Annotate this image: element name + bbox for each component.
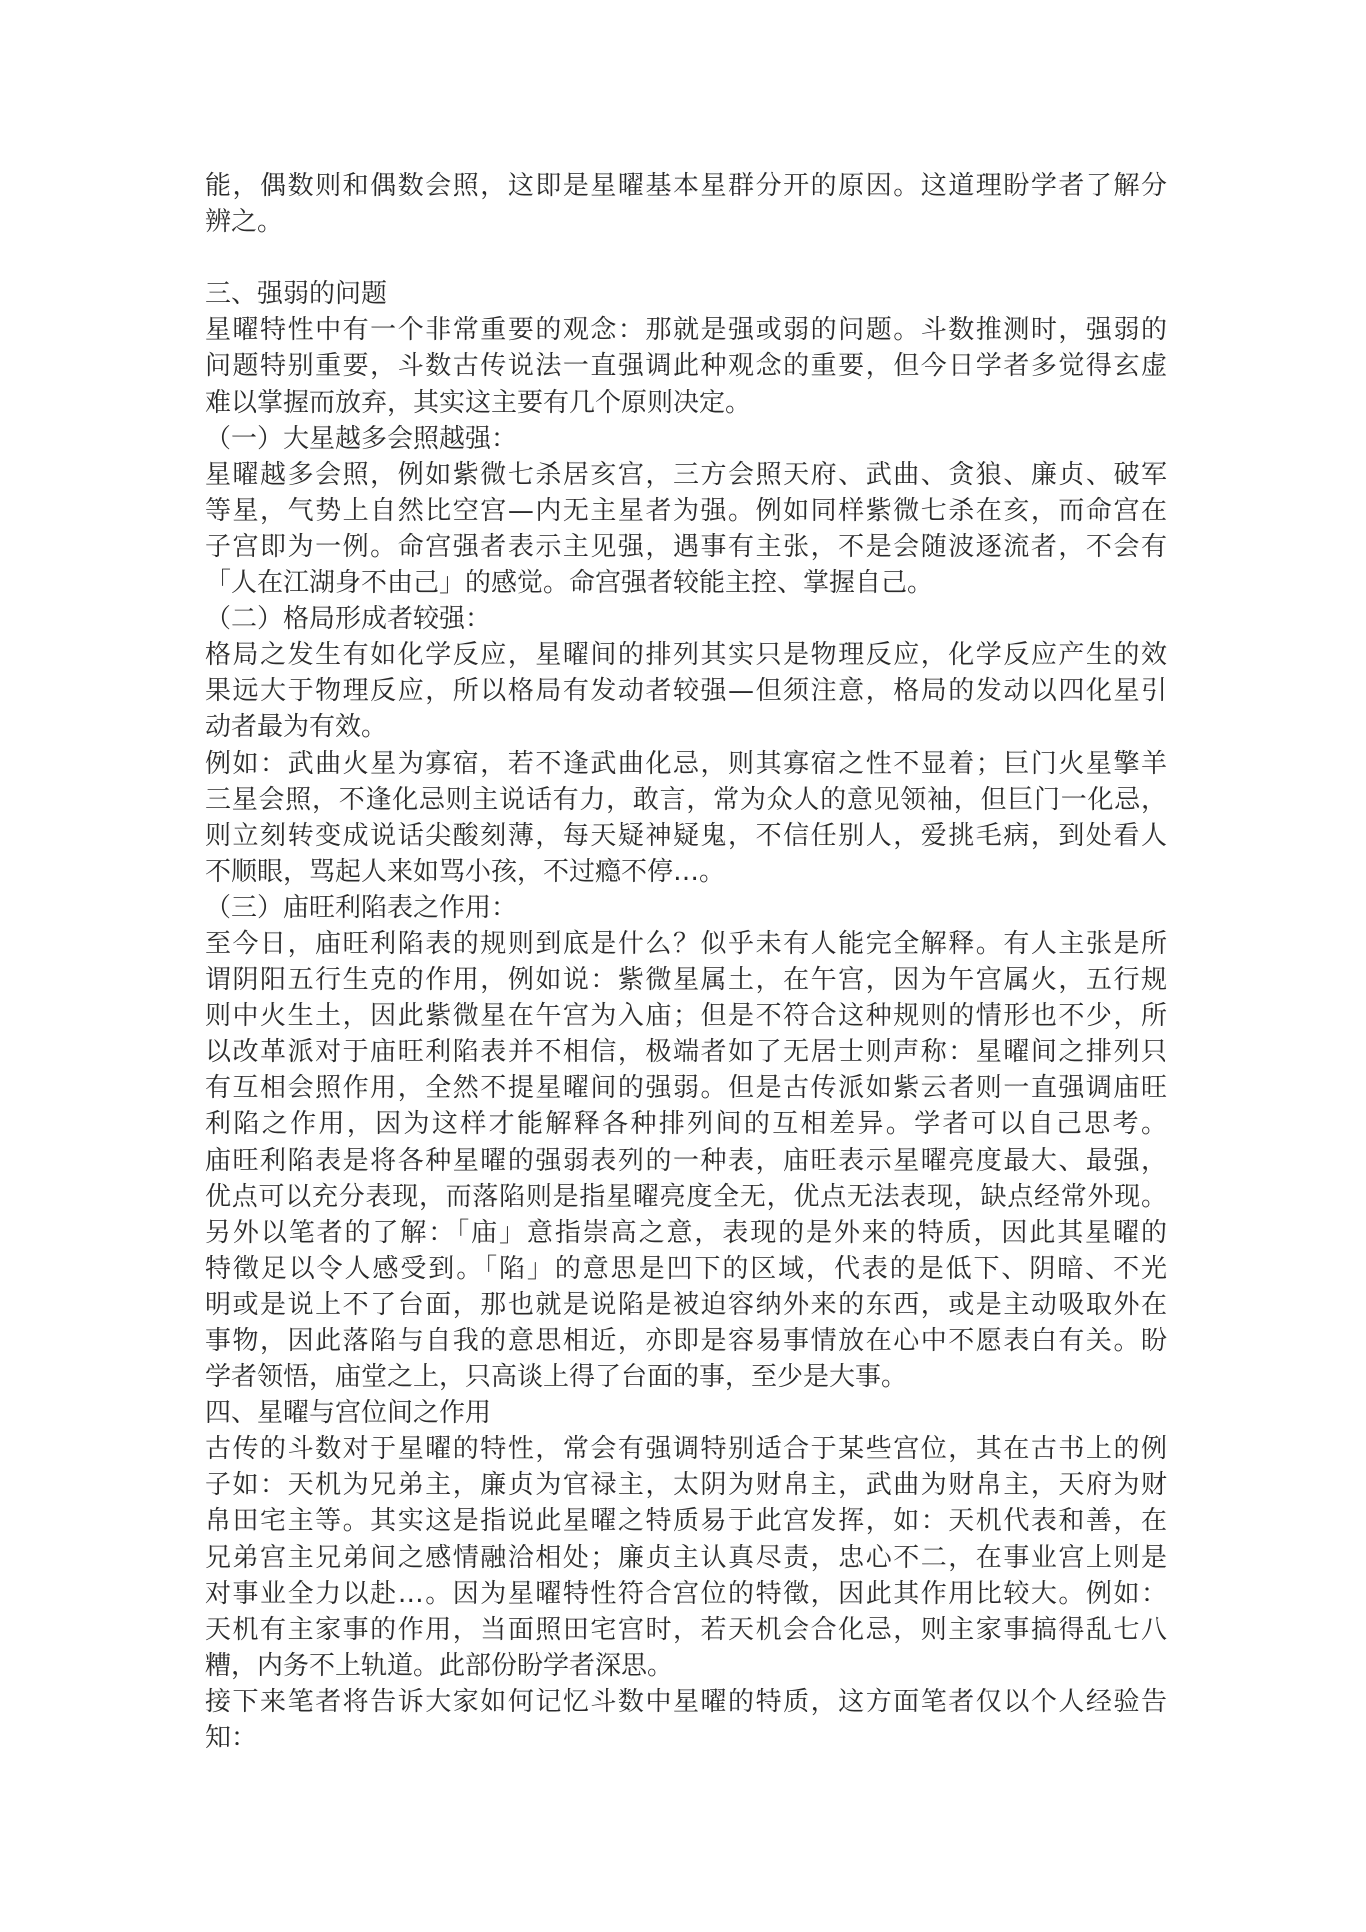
text-line: 等星，气势上自然比空宫—内无主星者为强。例如同样紫微七杀在亥，而命宫在	[205, 495, 1167, 526]
text-line: 格局之发生有如化学反应，星曜间的排列其实只是物理反应，化学反应产生的效	[205, 640, 1167, 671]
text-line: 天机有主家事的作用，当面照田宅宫时，若天机会合化忌，则主家事搞得乱七八	[205, 1614, 1167, 1645]
subsection-heading: （三）庙旺利陷表之作用：	[205, 892, 518, 923]
document-page	[205, 168, 1167, 1756]
text-line: 谓阴阳五行生克的作用，例如说：紫微星属土，在午宫，因为午宫属火，五行规	[205, 965, 1167, 996]
text-line: 知：	[205, 1723, 258, 1754]
section-heading: 三、强弱的问题	[205, 279, 388, 310]
text-line: 明或是说上不了台面，那也就是说陷是被迫容纳外来的东西，或是主动吸取外在	[205, 1289, 1167, 1320]
text-line: 星曜越多会照，例如紫微七杀居亥宫，三方会照天府、武曲、贪狼、廉贞、破军	[205, 459, 1167, 490]
text-line: 动者最为有效。	[205, 712, 388, 743]
text-line: 兄弟宫主兄弟间之感情融洽相处；廉贞主认真尽责，忠心不二，在事业宫上则是	[205, 1542, 1167, 1573]
text-line: 三星会照，不逢化忌则主说话有力，敢言，常为众人的意见领袖，但巨门一化忌，	[205, 784, 1167, 815]
blank-line	[205, 240, 1167, 276]
text-line: 则中火生土，因此紫微星在午宫为入庙；但是不符合这种规则的情形也不少，所	[205, 1001, 1167, 1032]
text-line: 子宫即为一例。命宫强者表示主见强，遇事有主张，不是会随波逐流者，不会有	[205, 531, 1167, 562]
text-line: 例如：武曲火星为寡宿，若不逢武曲化忌，则其寡宿之性不显着；巨门火星擎羊	[205, 748, 1167, 779]
text-line: 星曜特性中有一个非常重要的观念：那就是强或弱的问题。斗数推测时，强弱的	[205, 315, 1167, 346]
subsection-heading: （二）格局形成者较强：	[205, 604, 492, 635]
text-line: 另外以笔者的了解：「庙」意指崇高之意，表现的是外来的特质，因此其星曜的	[205, 1217, 1167, 1248]
subsection-heading: （一）大星越多会照越强：	[205, 423, 518, 454]
text-line: 古传的斗数对于星曜的特性，常会有强调特别适合于某些宫位，其在古书上的例	[205, 1434, 1167, 1465]
text-line: 庙旺利陷表是将各种星曜的强弱表列的一种表，庙旺表示星曜亮度最大、最强，	[205, 1145, 1167, 1176]
text-line: 事物，因此落陷与自我的意思相近，亦即是容易事情放在心中不愿表白有关。盼	[205, 1326, 1167, 1356]
text-line: 问题特别重要，斗数古传说法一直强调此种观念的重要，但今日学者多觉得玄虚	[205, 351, 1167, 382]
text-line: 有互相会照作用，全然不提星曜间的强弱。但是古传派如紫云者则一直强调庙旺	[205, 1073, 1167, 1104]
text-line: 接下来笔者将告诉大家如何记忆斗数中星曜的特质，这方面笔者仅以个人经验告	[205, 1686, 1167, 1717]
text-line: 糟，内务不上轨道。此部份盼学者深思。	[205, 1650, 674, 1681]
text-line: 难以掌握而放弃，其实这主要有几个原则决定。	[205, 387, 752, 418]
text-line: 帛田宅主等。其实这是指说此星曜之特质易于此宫发挥，如：天机代表和善，在	[205, 1506, 1167, 1537]
text-line: 至今日，庙旺利陷表的规则到底是什么？似乎未有人能完全解释。有人主张是所	[205, 928, 1167, 959]
text-line: 子如：天机为兄弟主，廉贞为官禄主，太阴为财帛主，武曲为财帛主，天府为财	[205, 1470, 1167, 1501]
text-line: 特徵足以令人感受到。「陷」的意思是凹下的区域，代表的是低下、阴暗、不光	[205, 1253, 1167, 1284]
text-line: 则立刻转变成说话尖酸刻薄，每天疑神疑鬼，不信任别人，爱挑毛病，到处看人	[205, 820, 1167, 851]
text-line: 对事业全力以赴…。因为星曜特性符合宫位的特徵，因此其作用比较大。例如：	[205, 1578, 1167, 1609]
text-line: 优点可以充分表现，而落陷则是指星曜亮度全无，优点无法表现，缺点经常外现。	[205, 1181, 1167, 1212]
text-line: 果远大于物理反应，所以格局有发动者较强—但须注意，格局的发动以四化星引	[205, 676, 1167, 707]
section-heading: 四、星曜与宫位间之作用	[205, 1398, 492, 1429]
text-line: 学者领悟，庙堂之上，只高谈上得了台面的事，至少是大事。	[205, 1362, 908, 1393]
text-line: 能，偶数则和偶数会照，这即是星曜基本星群分开的原因。这道理盼学者了解分	[205, 171, 1167, 201]
text-line: 「人在江湖身不由己」的感觉。命宫强者较能主控、掌握自己。	[205, 568, 934, 599]
text-line: 不顺眼，骂起人来如骂小孩，不过瘾不停…。	[205, 856, 726, 887]
text-line: 以改革派对于庙旺利陷表并不相信，极端者如了无居士则声称：星曜间之排列只	[205, 1037, 1167, 1068]
text-line: 辨之。	[205, 207, 284, 238]
text-line: 利陷之作用，因为这样才能解释各种排列间的互相差异。学者可以自己思考。	[205, 1109, 1167, 1140]
